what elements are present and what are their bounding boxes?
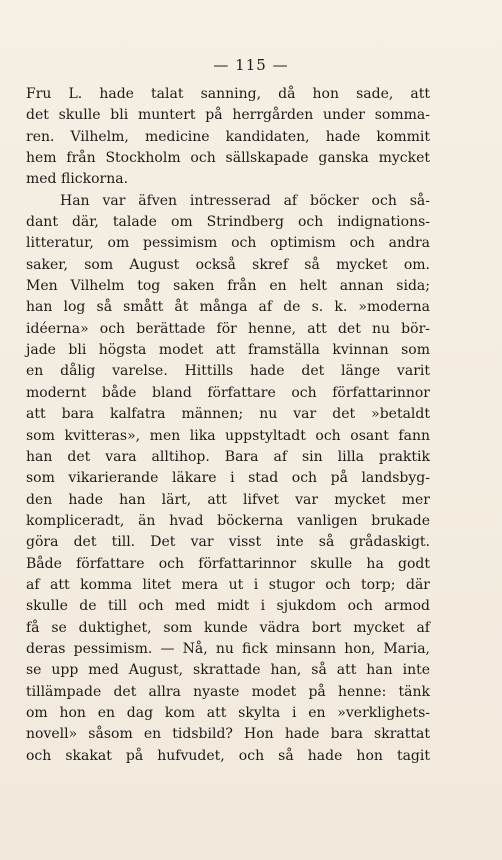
text-line: kompliceradt, än hvad böckerna vanligen brukade xyxy=(26,512,430,529)
text-line: af att komma litet mera ut i stugor och torp; där xyxy=(26,576,430,593)
text-line: göra det till. Det var visst inte så grådaskigt. xyxy=(26,534,430,551)
text-line: med flickorna. xyxy=(26,171,129,188)
text-line: och skakat på hufvudet, och så hade hon tagit xyxy=(26,747,430,764)
text-line: dant där, talade om Strindberg och indignations- xyxy=(26,214,430,231)
text-line: om hon en dag kom att skylta i en »verklighets- xyxy=(26,704,430,721)
text-line: deras pessimism. — Nå, nu fick minsann hon, Maria, xyxy=(26,640,430,657)
text-line: idéerna» och berättade för henne, att det nu bör- xyxy=(26,320,430,337)
body-text xyxy=(26,84,430,767)
text-line: som kvitteras», men lika uppstyltadt och osant fann xyxy=(26,427,430,444)
text-line: se upp med August, skrattade han, så att han inte xyxy=(26,662,430,679)
text-line: skulle de till och med midt i sjukdom och armod xyxy=(26,598,430,615)
text-line: tillämpade det allra nyaste modet på henne: tänk xyxy=(26,683,430,700)
text-line: han log så smått åt många af de s. k. »moderna xyxy=(26,299,430,316)
text-line: den hade han lärt, att lifvet var mycket mer xyxy=(26,491,430,508)
text-line: det skulle bli muntert på herrgården under somma- xyxy=(26,107,430,124)
text-line: saker, som August också skref så mycket om. xyxy=(26,256,430,273)
text-line: han det vara alltihop. Bara af sin lilla praktik xyxy=(26,448,430,465)
text-line: ren. Vilhelm, medicine kandidaten, hade kommit xyxy=(26,128,430,145)
text-line: litteratur, om pessimism och optimism och andra xyxy=(26,235,430,252)
text-line: hem från Stockholm och sällskapade ganska mycket xyxy=(26,150,430,167)
text-line: en dålig varelse. Hittills hade det länge varit xyxy=(26,363,430,380)
text-line: jade bli högsta modet att framställa kvinnan som xyxy=(26,342,430,359)
text-line: få se duktighet, som kunde vädra bort mycket af xyxy=(26,619,430,636)
text-line: modernt både bland författare och författarinnor xyxy=(26,384,430,401)
text-line: Han var äfven intresserad af böcker och så- xyxy=(60,192,430,209)
text-line: novell» såsom en tidsbild? Hon hade bara skrattat xyxy=(26,726,430,743)
text-line: att bara kalfatra männen; nu var det »betaldt xyxy=(26,406,430,423)
text-line: Både författare och författarinnor skulle ha godt xyxy=(26,555,430,572)
page-number: — 115 — xyxy=(213,56,289,74)
text-line: Fru L. hade talat sanning, då hon sade, att xyxy=(26,86,430,102)
text-line: Men Vilhelm tog saken från en helt annan sida; xyxy=(26,278,430,295)
text-line: som vikarierande läkare i stad och på landsbyg- xyxy=(26,470,430,487)
